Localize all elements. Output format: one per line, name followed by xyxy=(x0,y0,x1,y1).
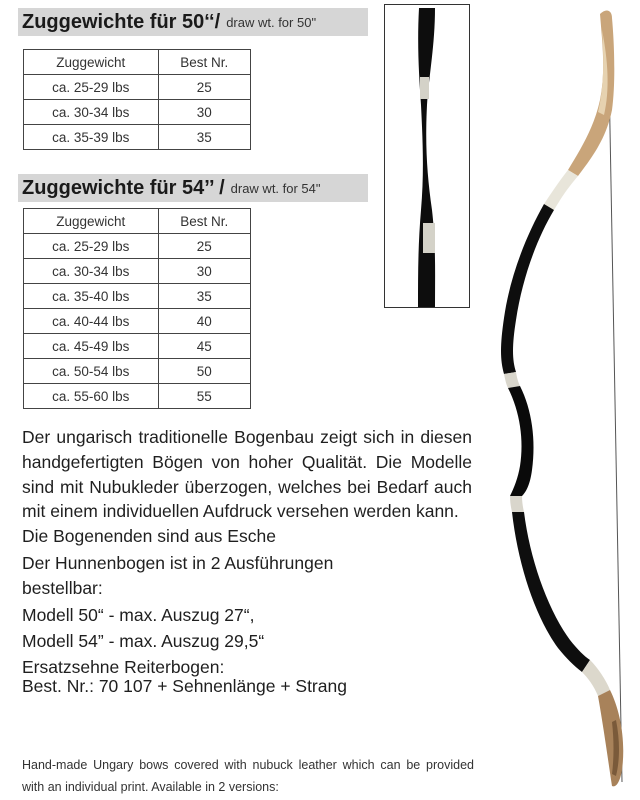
table-row xyxy=(24,125,251,150)
description-string-title: Ersatzsehne Reiterbogen: xyxy=(22,657,225,678)
header-54-title: Zuggewichte für 54’’ / xyxy=(22,176,225,199)
draw-weight-cell: ca. 45-49 lbs xyxy=(24,334,159,359)
table-row xyxy=(24,334,251,359)
draw-weight-cell: ca. 40-44 lbs xyxy=(24,309,159,334)
description-model-50: Modell 50“ - max. Auszug 27“, xyxy=(22,604,255,625)
column-header-order-number: Best Nr. xyxy=(158,209,251,234)
description-versions: Der Hunnenbogen ist in 2 Ausführungen bestellbar: xyxy=(22,552,334,598)
header-draw-weight-50 xyxy=(18,8,368,36)
description-bow-ends: Die Bogenenden sind aus Esche xyxy=(22,526,276,547)
draw-weight-cell: ca. 50-54 lbs xyxy=(24,359,159,384)
draw-weight-cell: ca. 55-60 lbs xyxy=(24,384,159,409)
table-row xyxy=(24,359,251,384)
draw-weight-table-54 xyxy=(23,208,251,409)
header-50-subtitle: draw wt. for 50" xyxy=(226,14,317,30)
english-description: Hand-made Ungary bows covered with nubuck leather which can be provided with an individual print. Available in 2 versions: xyxy=(22,758,474,794)
description-string-order: Best. Nr.: 70 107 + Sehnenlänge + Strang xyxy=(22,676,347,697)
product-description xyxy=(22,425,472,696)
description-intro: Der ungarisch traditionelle Bogenbau zeigt sich in diesen handgefertigten Bögen von hoher Qualität. Die Modelle sind mit Nubukleder überzogen, welches bei Bedarf auch mit einem individuellen Aufdruck versehen werden kann. xyxy=(22,427,472,522)
table-row xyxy=(24,100,251,125)
draw-weight-cell: ca. 35-40 lbs xyxy=(24,284,159,309)
order-number-cell: 50 xyxy=(158,359,251,384)
table-row xyxy=(24,75,251,100)
column-header-draw-weight: Zuggewicht xyxy=(24,50,159,75)
order-number-cell: 55 xyxy=(158,384,251,409)
draw-weight-cell: ca. 35-39 lbs xyxy=(24,125,159,150)
order-number-cell: 35 xyxy=(158,125,251,150)
table-header-row xyxy=(24,50,251,75)
order-number-cell: 35 xyxy=(158,284,251,309)
table-header-row xyxy=(24,209,251,234)
column-header-draw-weight: Zuggewicht xyxy=(24,209,159,234)
order-number-cell: 30 xyxy=(158,259,251,284)
order-number-cell: 30 xyxy=(158,100,251,125)
table-row xyxy=(24,259,251,284)
draw-weight-table-50 xyxy=(23,49,251,150)
column-header-order-number: Best Nr. xyxy=(158,50,251,75)
bow-grip-detail-image xyxy=(384,4,470,308)
bow-grip-detail-graphic xyxy=(385,5,469,307)
table-row xyxy=(24,234,251,259)
draw-weight-cell: ca. 30-34 lbs xyxy=(24,259,159,284)
horse-bow-image xyxy=(470,0,640,800)
draw-weight-cell: ca. 25-29 lbs xyxy=(24,75,159,100)
description-model-54: Modell 54” - max. Auszug 29,5“ xyxy=(22,631,265,652)
table-row xyxy=(24,384,251,409)
order-number-cell: 45 xyxy=(158,334,251,359)
header-50-title: Zuggewichte für 50‘‘/ xyxy=(22,10,221,33)
draw-weight-cell: ca. 25-29 lbs xyxy=(24,234,159,259)
order-number-cell: 25 xyxy=(158,75,251,100)
header-54-subtitle: draw wt. for 54" xyxy=(230,180,321,196)
table-row xyxy=(24,309,251,334)
order-number-cell: 25 xyxy=(158,234,251,259)
draw-weight-cell: ca. 30-34 lbs xyxy=(24,100,159,125)
header-draw-weight-54 xyxy=(18,174,368,202)
table-row xyxy=(24,284,251,309)
order-number-cell: 40 xyxy=(158,309,251,334)
